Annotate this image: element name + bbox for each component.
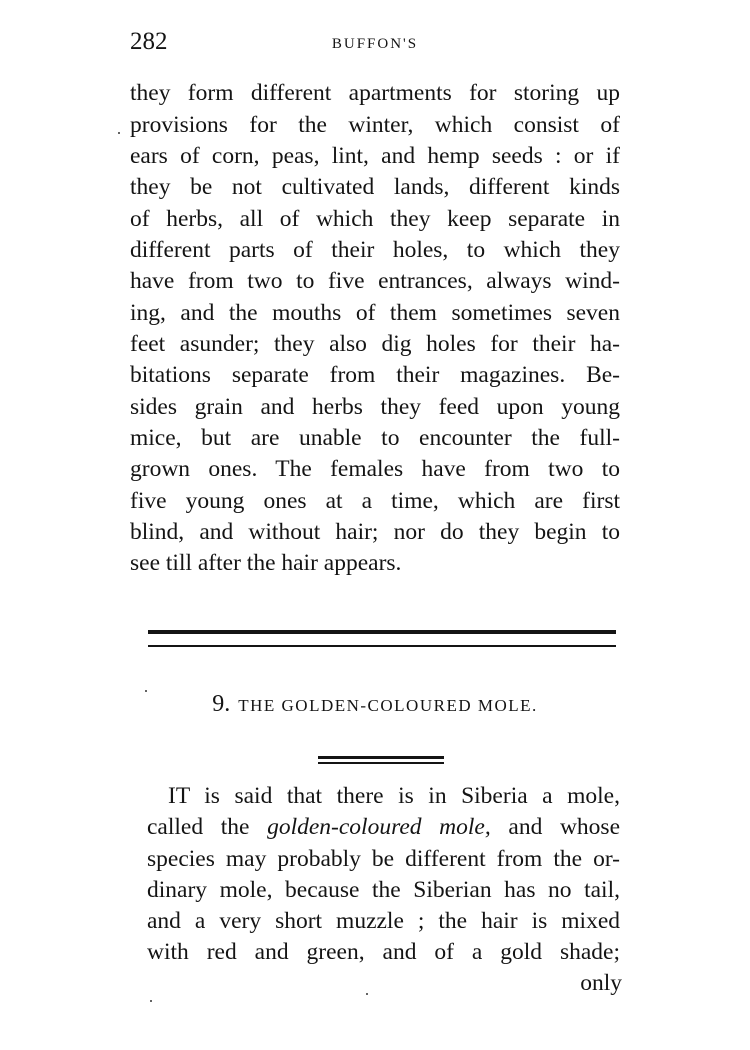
body-line: five young ones at a time, which are first bbox=[130, 488, 620, 514]
heading-rule-top bbox=[318, 756, 444, 759]
section-line-text: called the bbox=[147, 814, 268, 840]
section-line: with red and green, and of a gold shade; bbox=[147, 939, 620, 965]
body-line: they form different apartments for storing up bbox=[130, 80, 620, 106]
section-line: IT is said that there is in Siberia a mole, bbox=[168, 783, 620, 809]
body-line: they be not cultivated lands, different kinds bbox=[130, 174, 620, 200]
body-line-last: see till after the hair appears. bbox=[130, 550, 402, 576]
heading-rule-bottom bbox=[318, 762, 444, 764]
ink-speck bbox=[366, 993, 368, 995]
catchword: only bbox=[580, 970, 622, 996]
section-line: species may probably be different from the or- bbox=[147, 846, 620, 872]
body-line: different parts of their holes, to which they bbox=[130, 237, 620, 263]
page-header bbox=[130, 28, 620, 64]
section-divider-thin bbox=[148, 645, 616, 647]
body-line: blind, and without hair; nor do they begin to bbox=[130, 519, 620, 545]
section-heading bbox=[130, 691, 620, 718]
section-divider-thick bbox=[148, 630, 616, 634]
body-line: sides grain and herbs they feed upon young bbox=[130, 394, 620, 420]
body-line: feet asunder; they also dig holes for their ha- bbox=[130, 331, 620, 357]
body-line: grown ones. The females have from two to bbox=[130, 456, 620, 482]
body-line: mice, but are unable to encounter the full- bbox=[130, 425, 620, 451]
body-line: ing, and the mouths of them sometimes seven bbox=[130, 300, 620, 326]
ink-speck bbox=[118, 132, 120, 134]
body-line: ears of corn, peas, lint, and hemp seeds : or if bbox=[130, 143, 620, 169]
body-line: provisions for the winter, which consist of bbox=[130, 112, 620, 138]
body-line: bitations separate from their magazines. Be- bbox=[130, 362, 620, 388]
ink-speck bbox=[145, 690, 147, 692]
section-line: dinary mole, because the Siberian has no tail, bbox=[147, 877, 620, 903]
section-title: THE GOLDEN-COLOURED MOLE. bbox=[238, 696, 538, 715]
section-line-text: and whose bbox=[490, 814, 621, 840]
section-line bbox=[147, 812, 620, 842]
italic-term: golden-coloured mole, bbox=[267, 814, 491, 840]
body-line: of herbs, all of which they keep separate in bbox=[130, 206, 620, 232]
running-head: BUFFON'S bbox=[331, 36, 419, 52]
page-number: 282 bbox=[130, 28, 168, 55]
section-number: 9. bbox=[212, 691, 231, 717]
ink-speck bbox=[150, 1000, 152, 1002]
body-line: have from two to five entrances, always wind- bbox=[130, 268, 620, 294]
section-line: and a very short muzzle ; the hair is mixed bbox=[147, 908, 620, 934]
